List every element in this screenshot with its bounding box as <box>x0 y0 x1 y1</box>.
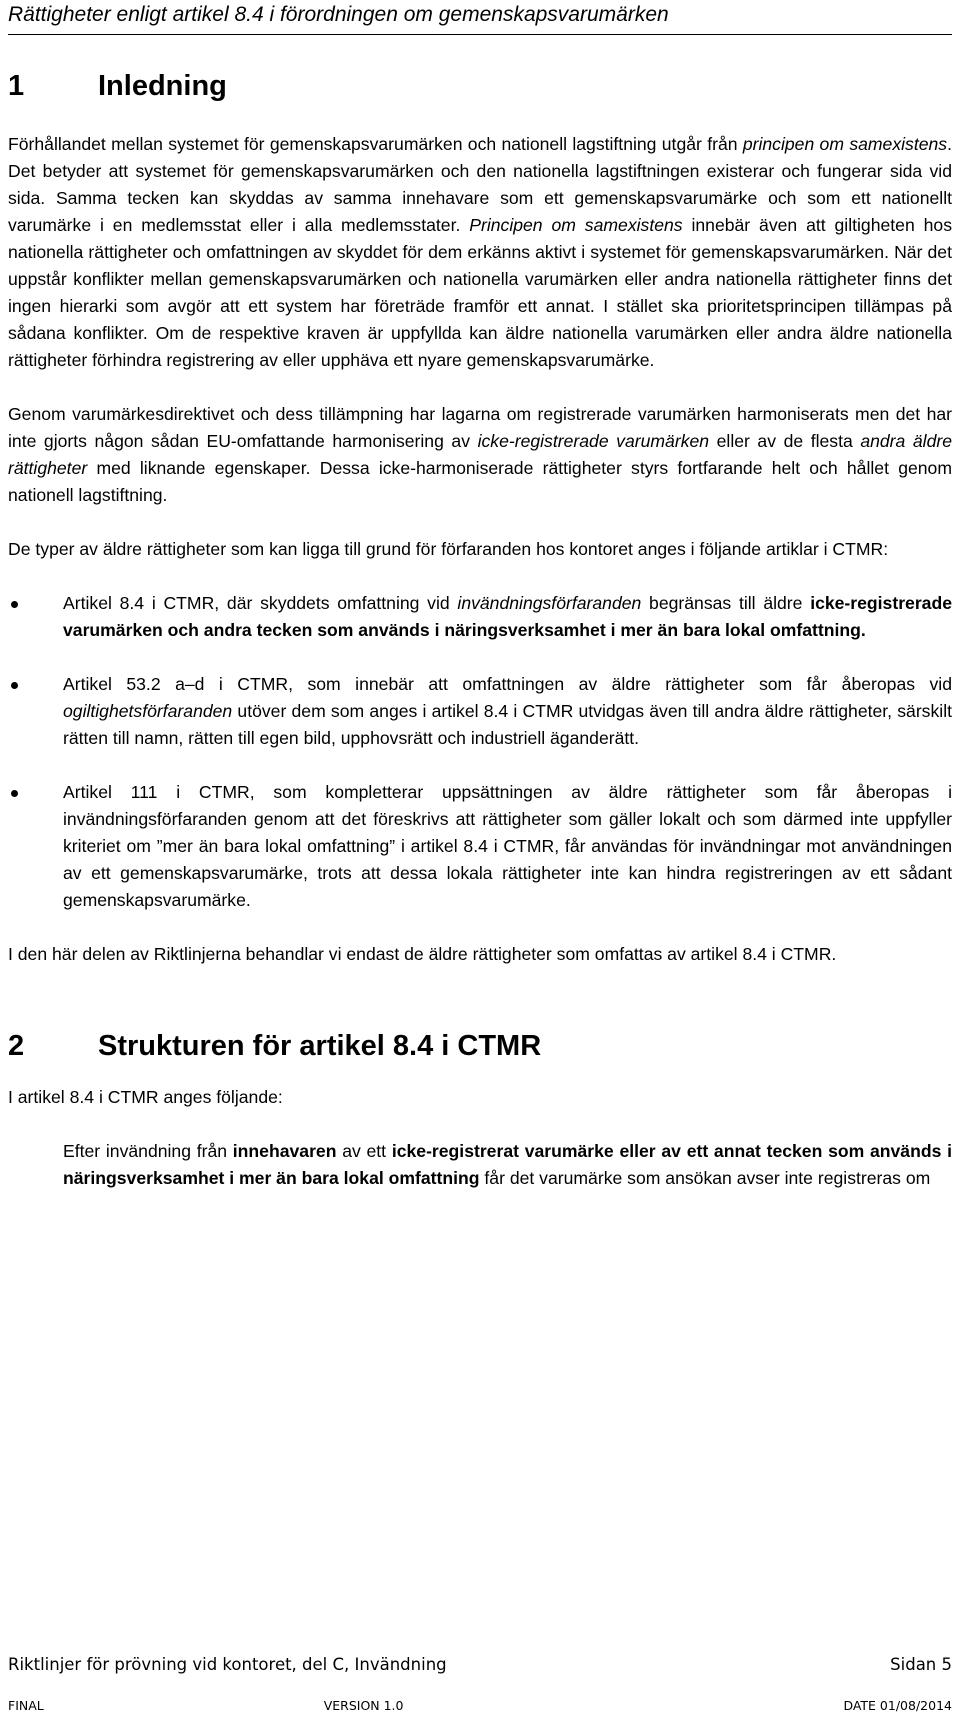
section-heading-1 <box>8 66 952 106</box>
section-title: Inledning <box>98 70 227 102</box>
text-run: I den här delen av Riktlinjerna behandlar vi endast de äldre rättigheter som omfattas av artikel 8.4 i CTMR. <box>8 944 837 964</box>
text-run: ogiltighetsförfaranden <box>63 701 233 721</box>
date-label: DATE 01/08/2014 <box>843 1698 952 1713</box>
paragraph <box>8 941 952 968</box>
quoted-article-text <box>63 1138 952 1192</box>
version-label: VERSION 1.0 <box>323 1698 404 1713</box>
text-run: Genom varumärkesdirektivet och dess tillämpning har lagarna om registrerade varumärken harmoniserats men det har inte gjorts någon sådan EU-omfattande harmonisering av <box>8 404 952 451</box>
list-item-text <box>63 674 952 748</box>
text-run: Artikel 8.4 i CTMR, där skyddets omfattning vid <box>63 593 458 613</box>
bullet-icon <box>11 790 18 797</box>
paragraph <box>8 131 952 374</box>
text-run: eller av de flesta <box>709 431 861 451</box>
text-run: får det varumärke som ansökan avser inte registreras om <box>479 1168 931 1188</box>
text-run: icke-registrerade varumärken och andra tecken som används i näringsverksamhet i mer än bara lokal omfattning. <box>63 593 952 640</box>
list-item <box>8 590 952 644</box>
text-run: principen om samexistens <box>742 134 948 154</box>
section-number: 2 <box>8 1030 25 1062</box>
list-item-text <box>63 593 952 640</box>
text-run: Principen om samexistens <box>469 215 683 235</box>
text-run: innehavaren <box>232 1141 337 1161</box>
section-number: 1 <box>8 70 25 102</box>
page-number: Sidan 5 <box>890 1655 952 1674</box>
paragraph <box>8 536 952 563</box>
bullet-icon <box>11 682 18 689</box>
text-run: Artikel 53.2 a–d i CTMR, som innebär att omfattningen av äldre rättigheter som får åberopas vid <box>63 674 952 694</box>
section-heading-2 <box>8 1026 952 1066</box>
page-header <box>8 0 952 35</box>
header-rule <box>8 34 952 35</box>
status-label: FINAL <box>8 1698 44 1713</box>
text-run: utöver dem som anges i artikel 8.4 i CTMR utvidgas även till andra äldre rättigheter, särskilt rätten till namn, rätten till egen bild, upphovsrätt och industriell äganderätt. <box>63 701 952 748</box>
list-item <box>8 671 952 752</box>
text-run: begränsas till äldre <box>641 593 811 613</box>
text-run: andra äldre rättigheter <box>8 431 953 478</box>
list-item-text <box>63 782 952 910</box>
document-body <box>8 66 952 1192</box>
version-footer <box>8 1698 952 1713</box>
footer-document-title: Riktlinjer för prövning vid kontoret, del C, Invändning <box>8 1655 447 1674</box>
bullet-icon <box>11 601 18 608</box>
header-title: Rättigheter enligt artikel 8.4 i förordningen om gemenskapsvarumärken <box>8 3 669 26</box>
text-run: Förhållandet mellan systemet för gemenskapsvarumärken och nationell lagstiftning utgår från <box>8 134 743 154</box>
paragraph: I artikel 8.4 i CTMR anges följande: <box>8 1087 283 1107</box>
text-run: invändningsförfaranden <box>457 593 642 613</box>
section-title: Strukturen för artikel 8.4 i CTMR <box>98 1030 542 1062</box>
text-run: De typer av äldre rättigheter som kan ligga till grund för förfaranden hos kontoret anges i följande artiklar i CTMR: <box>8 539 889 559</box>
paragraph <box>8 401 952 509</box>
text-run: med liknande egenskaper. Dessa icke-harmoniserade rättigheter styrs fortfarande helt och hållet genom nationell lagstiftning. <box>8 458 952 505</box>
text-run: av ett <box>336 1141 392 1161</box>
text-run: icke-registrerat varumärke eller av ett annat tecken som används i näringsverksamhet i mer än bara lokal omfattning <box>63 1141 952 1188</box>
page-footer <box>8 1655 952 1674</box>
text-run: icke-registrerade varumärken <box>477 431 710 451</box>
text-run: innebär även att giltigheten hos nationella rättigheter och omfattningen av skyddet för dem erkänns aktivt i systemet för gemenskapsvarumärken. När det uppstår konflikter mellan gemenskapsvarumärken och nationella varumärken eller andra nationella rättigheter finns det ingen hierarki som avgör att ett system har företräde framför ett annat. I stället ska prioritetsprincipen tillämpas på sådana konflikter. Om de respektive kraven är uppfyllda kan äldre nationella varumärken eller andra äldre nationella rättigheter förhindra registrering av eller upphäva ett nyare gemenskapsvarumärke. <box>8 215 952 370</box>
text-run: Artikel 111 i CTMR, som kompletterar uppsättningen av äldre rättigheter som får åberopas i invändningsförfaranden genom att det föreskrivs att rättigheter som gäller lokalt och som därmed inte uppfyller kriteriet om ”mer än bara lokal omfattning” i artikel 8.4 i CTMR, får användas för invändningar mot användningen av ett gemenskapsvarumärke, trots att dessa lokala rättigheter inte kan hindra registreringen av ett sådant gemenskapsvarumärke. <box>63 782 952 910</box>
text-run: Efter invändning från <box>63 1141 233 1161</box>
bullet-list <box>8 590 952 914</box>
text-run: . Det betyder att systemet för gemenskapsvarumärken och den nationella lagstiftningen existerar och fungerar sida vid sida. Samma tecken kan skyddas av samma innehavare som ett gemenskapsvarumärke och som ett nationellt varumärke i en medlemsstat eller i alla medlemsstater. <box>8 134 952 235</box>
list-item <box>8 779 952 914</box>
